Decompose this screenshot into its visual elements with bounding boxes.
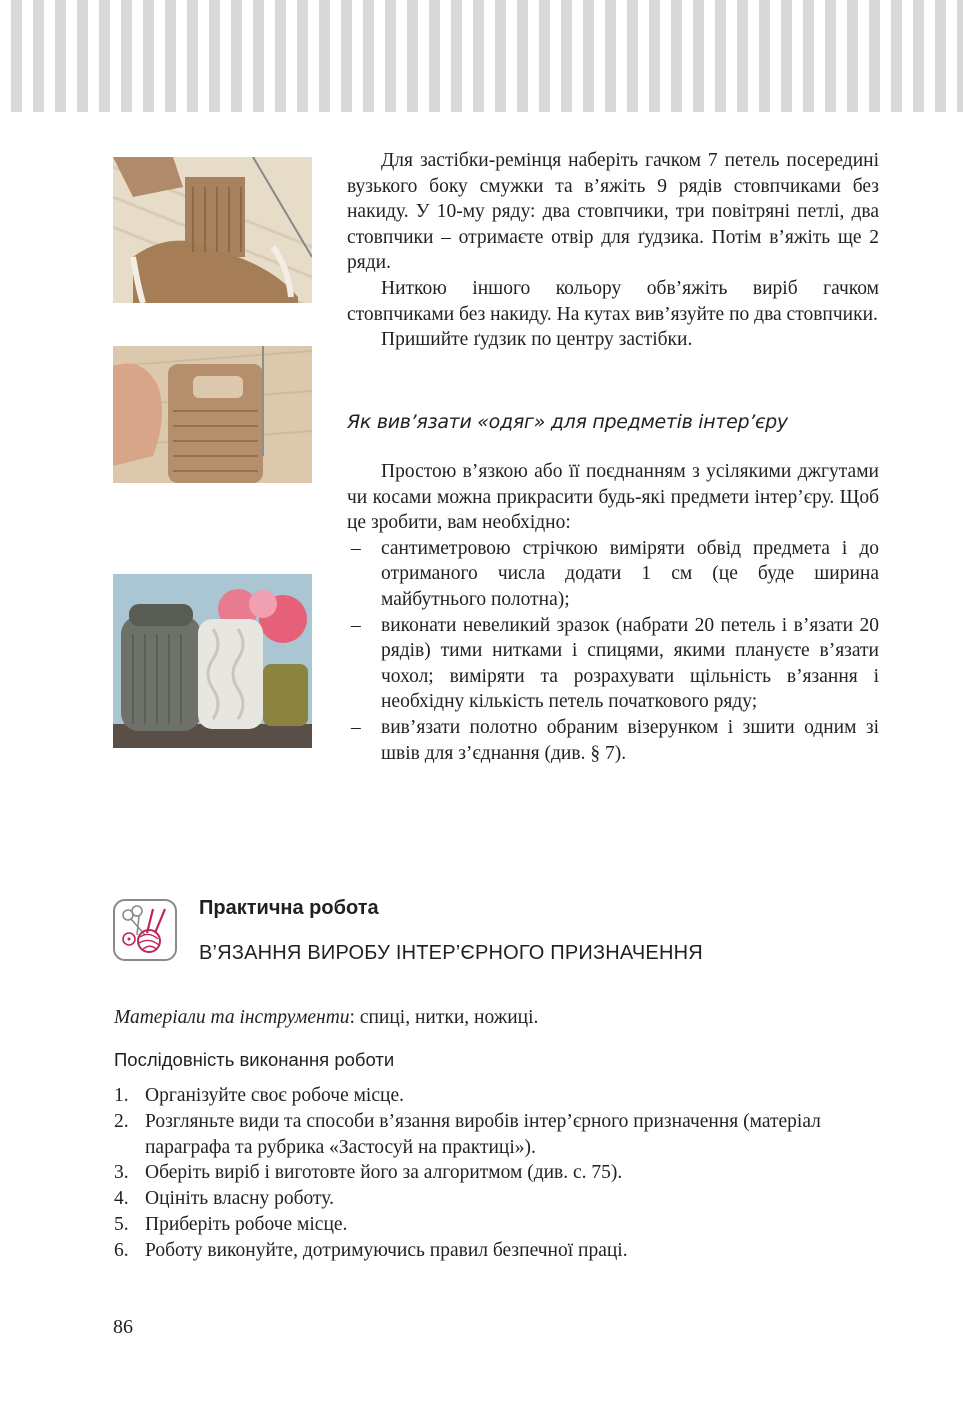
dash-mark: – — [351, 537, 361, 559]
step-number: 6. — [114, 1239, 129, 1261]
list-item — [347, 536, 879, 613]
step-item — [114, 1238, 834, 1264]
step-text: Розгляньте види та способи в’язання виробів інтер’єрного призначення (матеріал параграфа та рубрика «Застосуй на практиці»). — [145, 1110, 821, 1158]
decorative-stripes-header — [0, 0, 963, 112]
materials-line — [114, 1007, 538, 1029]
practical-title: Практична робота — [199, 897, 379, 919]
steps-list — [114, 1083, 834, 1264]
section-text-block — [347, 459, 879, 766]
list-item-text: вив’язати полотно обраним візерунком і зшити одним зі швів для з’єднання (див. § 7). — [381, 716, 879, 764]
step-number: 4. — [114, 1188, 129, 1210]
dash-mark: – — [351, 716, 361, 738]
paragraph: Для застібки-ремінця наберіть гачком 7 петель посередині вузького боку смужки та в’яжіть 9 рядів стовпчиками без накиду. У 10-му ряду: два стовпчики, три повітряні петлі, два стовпчики – отримаєте отвір для ґудзика. Потім в’яжіть ще 2 ряди. — [347, 150, 879, 274]
top-text-block — [347, 148, 879, 353]
step-text: Роботу виконуйте, дотримуючись правил безпечної праці. — [145, 1239, 628, 1261]
step-text: Оцініть власну роботу. — [145, 1188, 334, 1210]
practical-subtitle: В’ЯЗАННЯ ВИРОБУ ІНТЕР’ЄРНОГО ПРИЗНАЧЕННЯ — [199, 942, 703, 964]
materials-text: : спиці, нитки, ножиці. — [349, 1007, 539, 1028]
sequence-heading: Послідовність виконання роботи — [114, 1049, 395, 1070]
dash-mark: – — [351, 614, 361, 636]
materials-label: Матеріали та інструменти — [114, 1007, 350, 1028]
list-item — [347, 613, 879, 715]
bullet-list — [347, 536, 879, 766]
crochet-strap-photo — [113, 157, 312, 303]
step-number: 3. — [114, 1162, 129, 1184]
scissors-yarn-icon — [113, 899, 177, 961]
step-text: Оберіть виріб і виготовте його за алгоритмом (див. с. 75). — [145, 1162, 623, 1184]
step-item — [114, 1186, 834, 1212]
paragraph: Ниткою іншого кольору обв’яжіть виріб гачком стовпчиками без накиду. На кутах вив’язуйте по два стовпчики. — [347, 277, 879, 325]
step-number: 5. — [114, 1213, 129, 1235]
step-number: 2. — [114, 1110, 129, 1132]
list-item-text: сантиметровою стрічкою виміряти обвід предмета і до отриманого числа додати 1 см (це буде ширина майбутнього полотна); — [381, 537, 879, 610]
step-text: Організуйте своє робоче місце. — [145, 1085, 404, 1106]
page-number: 86 — [113, 1316, 133, 1338]
list-item — [347, 715, 879, 766]
step-number: 1. — [114, 1085, 129, 1106]
step-text: Приберіть робоче місце. — [145, 1213, 348, 1235]
step-item — [114, 1212, 834, 1238]
crochet-buttonhole-photo — [113, 346, 312, 483]
section-heading: Як вив’язати «одяг» для предметів інтер’єру — [347, 411, 788, 433]
paragraph: Пришийте ґудзик по центру застібки. — [381, 329, 693, 351]
step-item — [114, 1109, 834, 1161]
list-item-text: виконати невеликий зразок (набрати 20 петель і в’язати 20 рядів) тими нитками і спицями, якими плануєте в’язати чохол; виміряти та розрахувати щільність в’язання і необхідну кількість петель початкового ряду; — [381, 614, 879, 713]
step-item — [114, 1083, 834, 1109]
knitted-jar-covers-photo — [113, 574, 312, 748]
section-intro: Простою в’язкою або її поєднанням з усілякими джгутами чи косами можна прикрасити будь-які предмети інтер’єру. Щоб це зробити, вам необхідно: — [347, 461, 879, 534]
step-item — [114, 1160, 834, 1186]
